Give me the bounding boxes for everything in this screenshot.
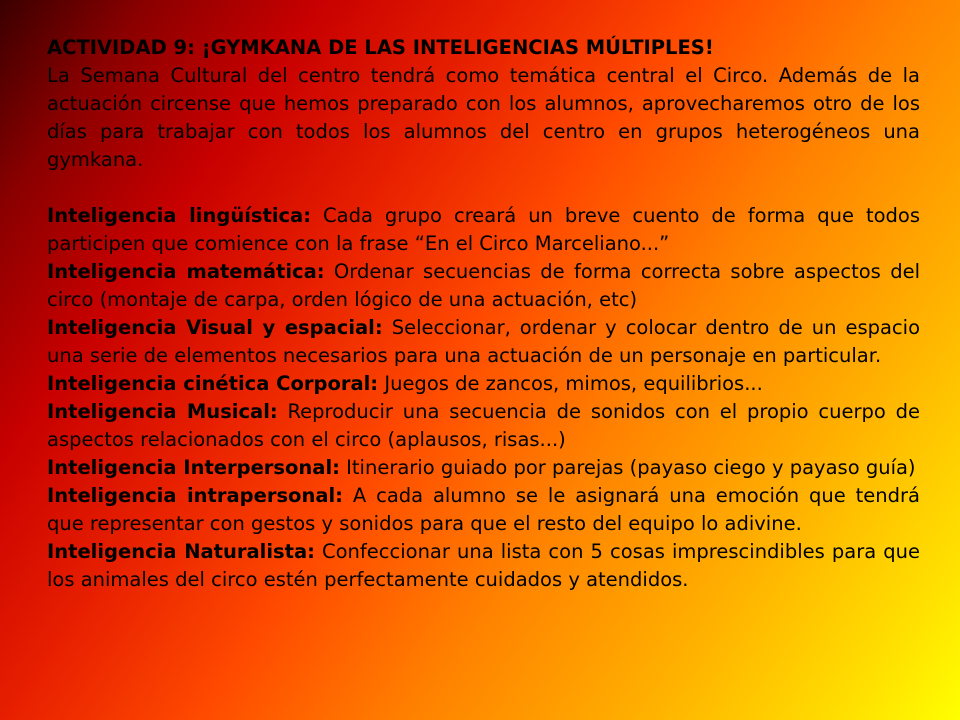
- slide-title: ACTIVIDAD 9: ¡GYMKANA DE LAS INTELIGENCIAS MÚLTIPLES!: [47, 36, 714, 59]
- item-cinetica-corporal: [47, 370, 920, 398]
- item-naturalista: [47, 538, 920, 594]
- item-text: Seleccionar, ordenar y colocar dentro de un espacio una serie de elementos necesarios para una actuación de un personaje en particular.: [47, 316, 920, 367]
- item-label: Inteligencia Visual y espacial:: [47, 316, 383, 339]
- slide-content: [47, 34, 920, 594]
- item-matematica: [47, 258, 920, 314]
- intro-paragraph: La Semana Cultural del centro tendrá como temática central el Circo. Además de la actuación circense que hemos preparado con los alumnos, aprovecharemos otro de los días para trabajar con todos los alumnos del centro en grupos heterogéneos una gymkana.: [47, 64, 920, 171]
- item-musical: [47, 398, 920, 454]
- item-label: Inteligencia Musical:: [47, 400, 278, 423]
- item-text: Confeccionar una lista con 5 cosas imprescindibles para que los animales del circo estén perfectamente cuidados y atendidos.: [47, 540, 921, 591]
- item-label: Inteligencia lingüística:: [47, 204, 312, 227]
- item-label: Inteligencia cinética Corporal:: [47, 372, 379, 395]
- item-text: Reproducir una secuencia de sonidos con el propio cuerpo de aspectos relacionados con el circo (aplausos, risas...): [47, 400, 920, 451]
- item-label: Inteligencia Interpersonal:: [47, 456, 340, 479]
- item-text: A cada alumno se le asignará una emoción que tendrá que representar con gestos y sonidos para que el resto del equipo lo adivine.: [47, 484, 920, 535]
- item-text: Juegos de zancos, mimos, equilibrios...: [384, 372, 763, 395]
- item-label: Inteligencia intrapersonal:: [47, 484, 343, 507]
- item-interpersonal: [47, 454, 920, 482]
- item-text: Ordenar secuencias de forma correcta sobre aspectos del circo (montaje de carpa, orden lógico de una actuación, etc): [47, 260, 920, 311]
- item-linguistica: [47, 202, 920, 258]
- item-label: Inteligencia Naturalista:: [47, 540, 315, 563]
- item-text: Cada grupo creará un breve cuento de forma que todos participen que comience con la frase “En el Circo Marceliano...”: [47, 204, 920, 255]
- item-text: Itinerario guiado por parejas (payaso ciego y payaso guía): [346, 456, 916, 479]
- spacer: [47, 174, 920, 202]
- item-visual-espacial: [47, 314, 920, 370]
- item-intrapersonal: [47, 482, 920, 538]
- item-label: Inteligencia matemática:: [47, 260, 325, 283]
